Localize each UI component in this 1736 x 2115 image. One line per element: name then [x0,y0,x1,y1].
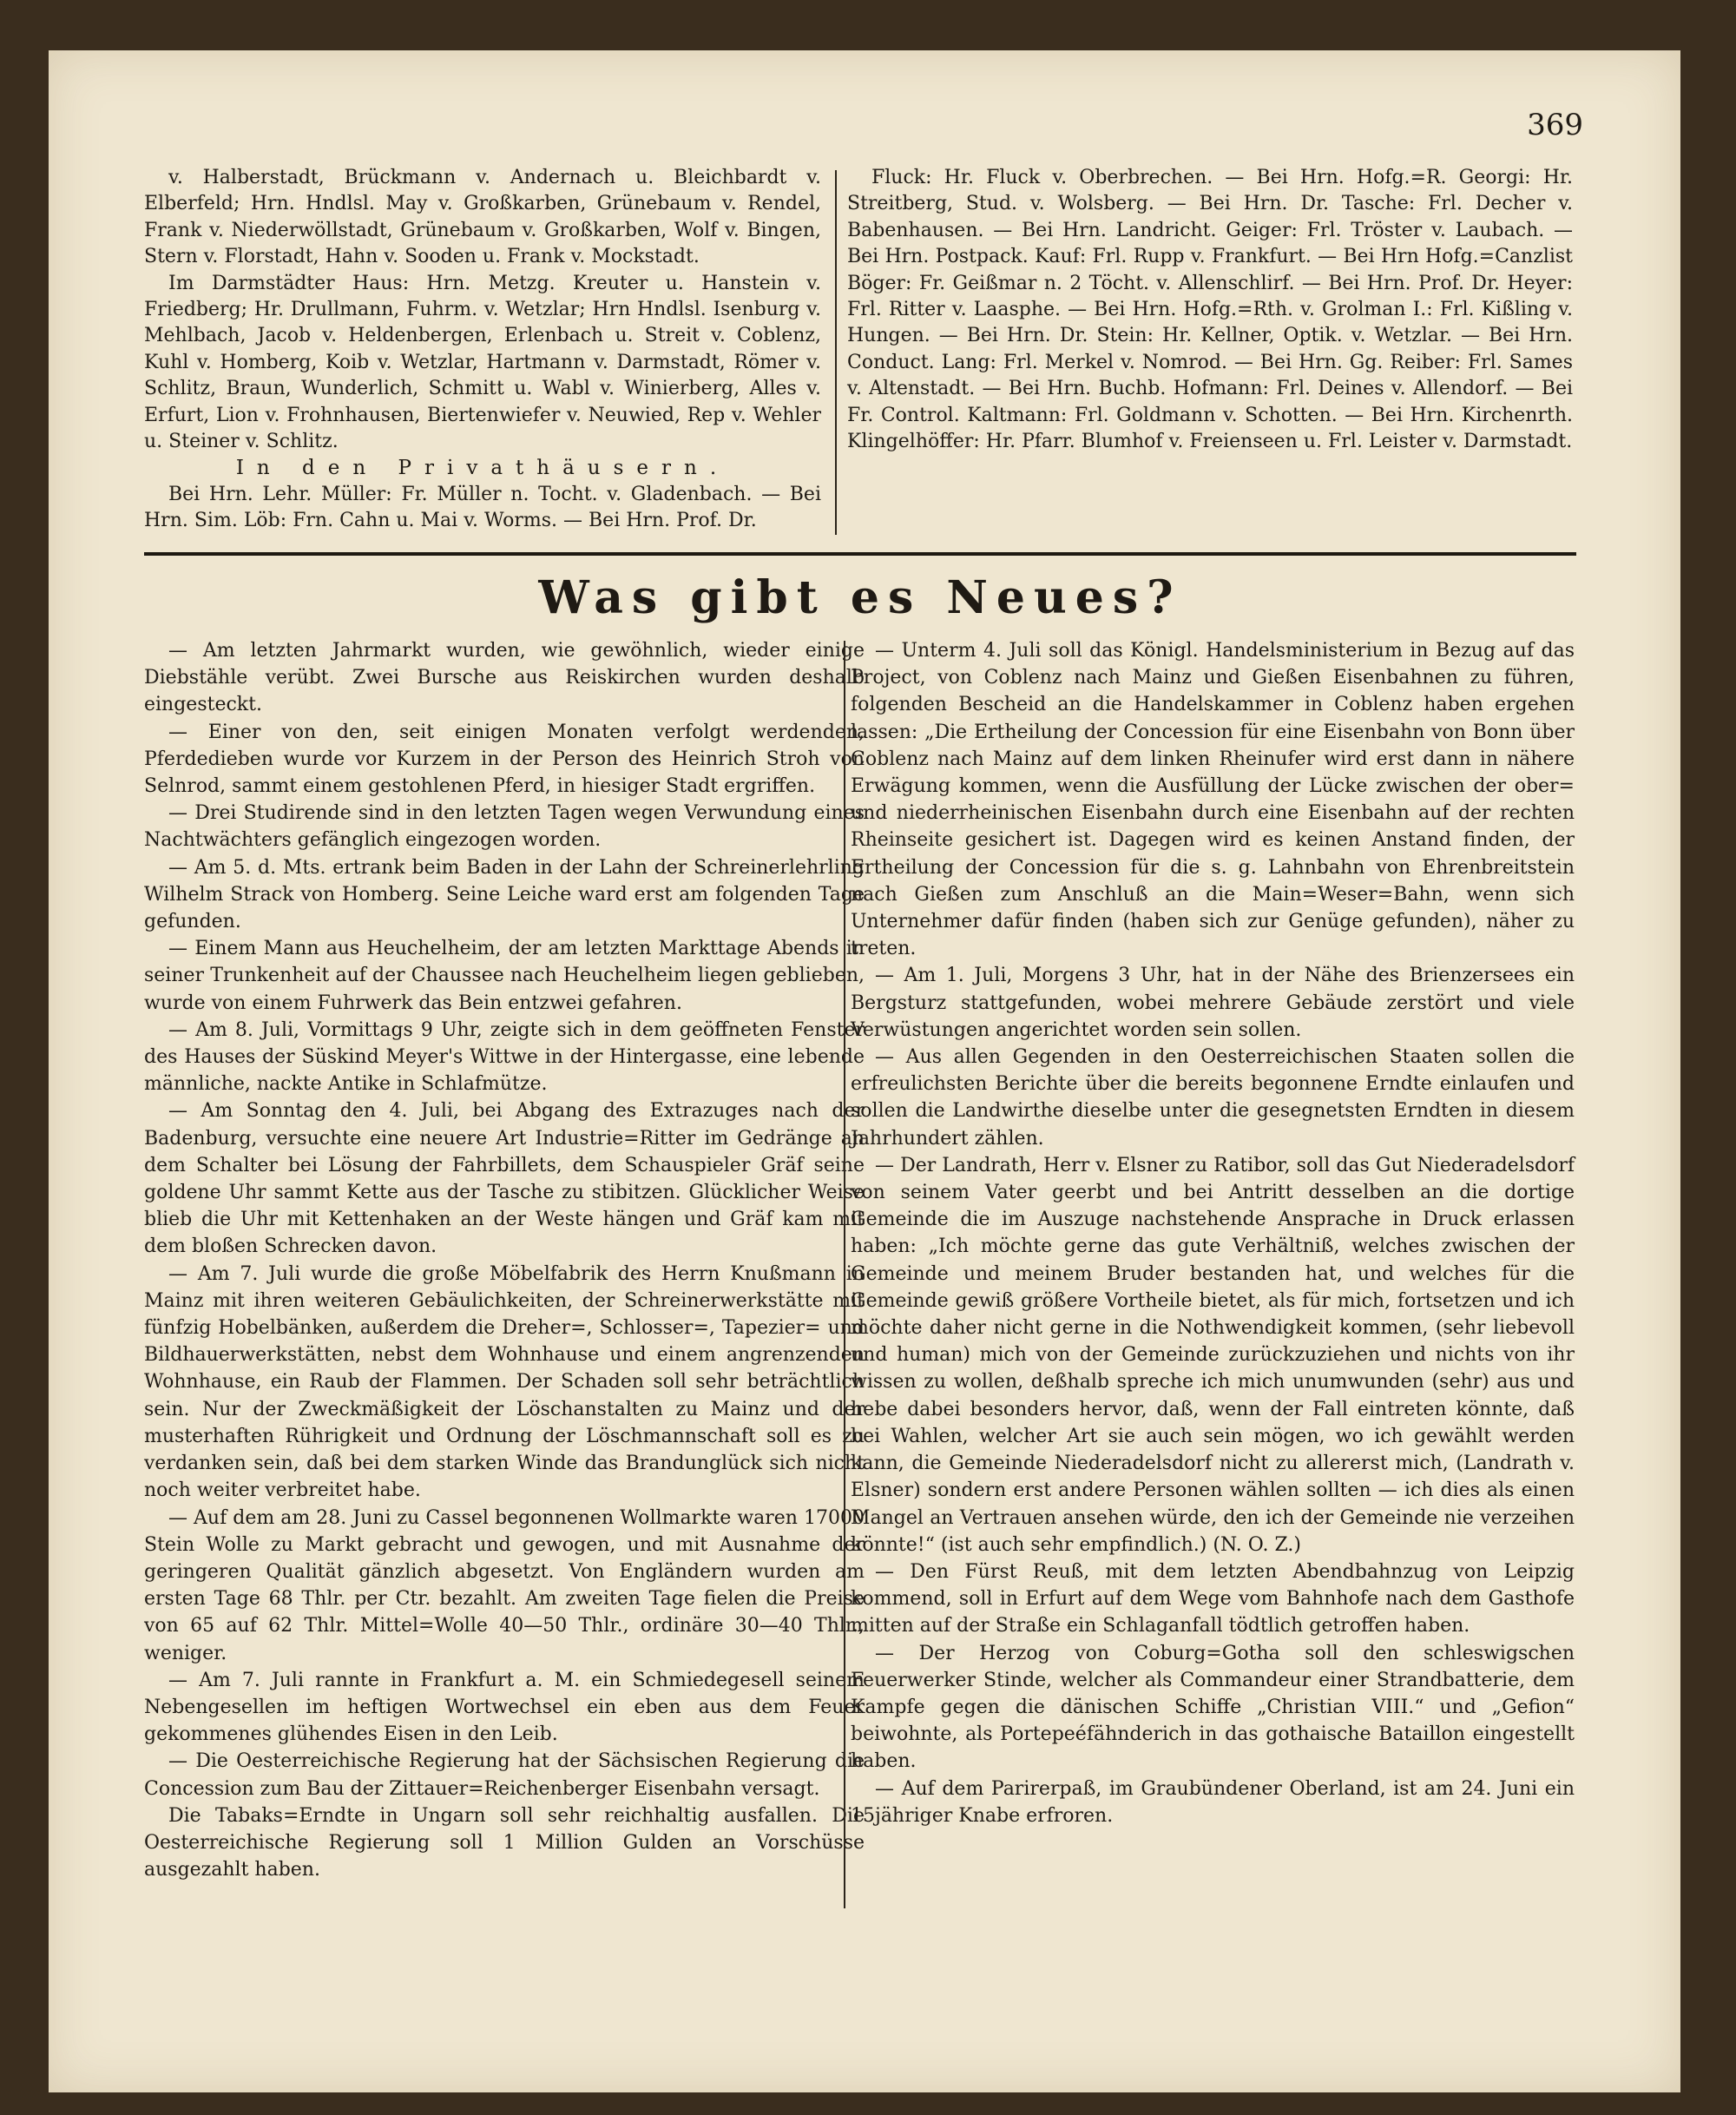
news-item: — Am Sonntag den 4. Juli, bei Abgang des Extrazuges nach der Badenburg, versuchte eine neuere Art Industrie=Ritter im Gedränge an dem Schalter bei Lösung der Fahrbillets, dem Schauspieler Gräf seine goldene Uhr sammt Kette aus der Tasche zu stibitzen. Glücklicher Weise blieb die Uhr mit Kettenhaken an der Weste hängen und Gräf kam mit dem bloßen Schrecken davon. [144,1100,865,1258]
news-item: — Den Fürst Reuß, mit dem letzten Abendbahnzug von Leipzig kommend, soll in Erfurt auf dem Wege vom Bahnhofe nach dem Gasthofe mitten auf der Straße ein Schlaganfall tödtlich getroffen haben. [851,1560,1575,1637]
guest-list-paragraph: v. Halberstadt, Brückmann v. Andernach u. Bleichbardt v. Elberfeld; Hrn. Hndlsl. May v. Großkarben, Grünebaum v. Rendel, Frank v. Niederwöllstadt, Grünebaum v. Großkarben, Wolf v. Bingen, Stern v. Florstadt, Hahn v. Sooden u. Frank v. Mockstadt. [144,167,821,268]
news-item: — Einem Mann aus Heuchelheim, der am letzten Markttage Abends in seiner Trunkenheit auf der Chaussee nach Heuchelheim liegen geblieben, wurde von einem Fuhrwerk das Bein entzwei gefahren. [144,938,865,1014]
news-item: — Am 7. Juli rannte in Frankfurt a. M. ein Schmiedegesell seinem Nebengesellen im heftigen Wortwechsel ein eben aus dem Feuer gekommenes glühendes Eisen in den Leib. [144,1669,865,1746]
news-item: — Am 7. Juli wurde die große Möbelfabrik des Herrn Knußmann in Mainz mit ihren weiteren Gebäulichkeiten, der Schreinerwerkstätte mit fünfzig Hobelbänken, außerdem die Dreher=, Schlosser=, Tapezier= und Bildhauerwerkstätten, nebst dem Wohnhause und einem angrenzenden Wohnhause, ein Raub der Flammen. Der Schaden soll sehr beträchtlich sein. Nur der Zweckmäßigkeit der Löschanstalten zu Mainz und der musterhaften Rührigkeit und Ordnung der Löschmannschaft soll es zu verdanken sein, daß bei dem starken Winde das Brandunglück sich nicht noch weiter verbreitet habe. [144,1262,865,1502]
news-item: — Aus allen Gegenden in den Oesterreichischen Staaten sollen die erfreulichsten Berichte über die bereits begonnene Erndte einlaufen und sollen die Landwirthe dieselbe unter die gesegnetsten Erndten in diesem Jahrhundert zählen. [851,1046,1575,1150]
column-divider [844,641,845,1908]
news-left-column [144,637,865,1883]
guest-list-paragraph: Fluck: Hr. Fluck v. Oberbrechen. — Bei Hrn. Hofg.=R. Georgi: Hr. Streitberg, Stud. v. Wolsberg. — Bei Hrn. Dr. Tasche: Frl. Decher v. Babenhausen. — Bei Hrn. Landricht. Geiger: Frl. Tröster v. Laubach. — Bei Hrn. Postpack. Kauf: Frl. Rupp v. Frankfurt. — Bei Hrn Hofg.=Canzlist Böger: Fr. Geißmar n. 2 Töcht. v. Allenschlirf. — Bei Hrn. Prof. Dr. Heyer: Frl. Ritter v. Laasphe. — Bei Hrn. Hofg.=Rth. v. Grolman I.: Frl. Kißling v. Hungen. — Bei Hrn. Dr. Stein: Hr. Kellner, Optik. v. Wetzlar. — Bei Hrn. Conduct. Lang: Frl. Merkel v. Nomrod. — Bei Hrn. Gg. Reiber: Frl. Sames v. Altenstadt. — Bei Hrn. Buchb. Hofmann: Frl. Deines v. Allendorf. — Bei Fr. Control. Kaltmann: Frl. Goldmann v. Schotten. — Bei Hrn. Kirchenrth. Klingelhöffer: Hr. Pfarr. Blumhof v. Freienseen u. Frl. Leister v. Darmstadt. [847,167,1573,453]
news-item: Die Tabaks=Erndte in Ungarn soll sehr reichhaltig ausfallen. Die Oesterreichische Regierung soll 1 Million Gulden an Vorschüsse ausgezahlt haben. [144,1804,865,1881]
section-heading-private-houses: In den Privathäusern. [235,457,730,480]
news-item: — Am letzten Jahrmarkt wurden, wie gewöhnlich, wieder einige Diebstähle verübt. Zwei Bursche aus Reiskirchen wurden deshalb eingesteckt. [144,640,865,716]
section-rule [144,552,1576,556]
guest-list-left-column [144,165,821,535]
page-number: 369 [1527,108,1583,142]
news-item: — Am 5. d. Mts. ertrank beim Baden in der Lahn der Schreinerlehrling Wilhelm Strack von Homberg. Seine Leiche ward erst am folgenden Tage gefunden. [144,856,865,933]
news-item: — Auf dem am 28. Juni zu Cassel begonnenen Wollmarkte waren 17000 Stein Wolle zu Markt gebracht und gewogen, und mit Ausnahme der geringeren Qualität gänzlich abgesetzt. Von Engländern wurden am ersten Tage 68 Thlr. per Ctr. bezahlt. Am zweiten Tage fielen die Preise von 65 auf 62 Thlr. Mittel=Wolle 40—50 Thlr., ordinäre 30—40 Thlr., weniger. [144,1506,865,1664]
news-right-column [851,637,1575,1829]
headline: Was gibt es Neues? [538,571,1182,624]
news-item: — Die Oesterreichische Regierung hat der Sächsischen Regierung die Concession zum Bau der Zittauer=Reichenberger Eisenbahn versagt. [144,1750,865,1800]
news-item: — Der Herzog von Coburg=Gotha soll den schleswigschen Feuerwerker Stinde, welcher als Commandeur einer Strandbatterie, dem Kampfe gegen die dänischen Schiffe „Christian VIII.“ und „Gefion“ beiwohnte, als Portepeéfähnderich in das gothaische Bataillon eingestellt haben. [851,1642,1575,1773]
newspaper-page [49,50,1680,2092]
guest-list-paragraph: Im Darmstädter Haus: Hrn. Metzg. Kreuter u. Hanstein v. Friedberg; Hr. Drullmann, Fuhrm. v. Wetzlar; Hrn Hndlsl. Isenburg v. Mehlbach, Jacob v. Heldenbergen, Erlenbach u. Streit v. Coblenz, Kuhl v. Homberg, Koib v. Wetzlar, Hartmann v. Darmstadt, Römer v. Schlitz, Braun, Wunderlich, Schmitt u. Wabl v. Winierberg, Alles v. Erfurt, Lion v. Frohnhausen, Biertenwiefer v. Neuwied, Rep v. Wehler u. Steiner v. Schlitz. [144,272,821,453]
news-item: — Der Landrath, Herr v. Elsner zu Ratibor, soll das Gut Niederadelsdorf von seinem Vater geerbt und bei Antritt desselben an die dortige Gemeinde die im Auszuge nachstehende Ansprache in Druck erlassen haben: „Ich möchte gerne das gute Verhältniß, welches zwischen der Gemeinde und meinem Bruder bestanden hat, und welches für die Gemeinde gewiß größere Vortheile bietet, als für mich, fortsetzen und ich möchte daher nicht gerne in die Nothwendigkeit kommen, (sehr liebevoll und human) mich von der Gemeinde zurückzuziehen und nichts von ihr wissen zu wollen, deßhalb spreche ich mich unumwunden (sehr) aus und hebe dabei besonders hervor, daß, wenn der Fall eintreten könnte, daß bei Wahlen, welcher Art sie auch sein mögen, wo ich gewählt werden kann, die Gemeinde Niederadelsdorf nicht zu allererst mich, (Landrath v. Elsner) sondern erst andere Personen wählen sollten — ich dies als einen Mangel an Vertrauen ansehen würde, den ich der Gemeinde nie verzeihen könnte!“ (ist auch sehr empfindlich.) (N. O. Z.) [851,1154,1575,1556]
news-item: — Drei Studirende sind in den letzten Tagen wegen Verwundung eines Nachtwächters gefänglich eingezogen worden. [144,802,865,852]
news-item: — Am 8. Juli, Vormittags 9 Uhr, zeigte sich in dem geöffneten Fenster des Hauses der Süskind Meyer's Wittwe in der Hintergasse, eine lebende männliche, nackte Antike in Schlafmütze. [144,1018,865,1096]
guest-list-right-column [847,165,1573,455]
guest-list-paragraph: Bei Hrn. Lehr. Müller: Fr. Müller n. Tocht. v. Gladenbach. — Bei Hrn. Sim. Löb: Frn. Cahn u. Mai v. Worms. — Bei Hrn. Prof. Dr. [144,483,821,532]
news-item: — Am 1. Juli, Morgens 3 Uhr, hat in der Nähe des Brienzersees ein Bergsturz stattgefunden, wobei mehrere Gebäude zerstört und viele Verwüstungen angerichtet worden sein sollen. [851,965,1575,1041]
column-divider [835,170,837,535]
news-item: — Unterm 4. Juli soll das Königl. Handelsministerium in Bezug auf das Project, von Coblenz nach Mainz und Gießen Eisenbahnen zu führen, folgenden Bescheid an die Handelskammer in Coblenz haben ergehen lassen: „Die Ertheilung der Concession für eine Eisenbahn von Bonn über Coblenz nach Mainz auf dem linken Rheinufer wird erst dann in nähere Erwägung kommen, wenn die Ausfüllung der Lücke zwischen der ober= und niederrheinischen Eisenbahn durch eine Eisenbahn auf der rechten Rheinseite gesichert ist. Dagegen wird es keinen Anstand finden, der Ertheilung der Concession für die s. g. Lahnbahn von Ehrenbreitstein nach Gießen zum Anschluß an die Main=Weser=Bahn, wenn sich Unternehmer dafür finden (haben sich zur Genüge gefunden), näher zu treten. [851,640,1575,960]
news-item: — Einer von den, seit einigen Monaten verfolgt werdenden, Pferdedieben wurde vor Kurzem in der Person des Heinrich Stroh von Selnrod, sammt einem gestohlenen Pferd, in hiesiger Stadt ergriffen. [144,721,865,798]
news-item: — Auf dem Parirerpaß, im Graubündener Oberland, ist am 24. Juni ein 15jähriger Knabe erfroren. [851,1777,1575,1827]
